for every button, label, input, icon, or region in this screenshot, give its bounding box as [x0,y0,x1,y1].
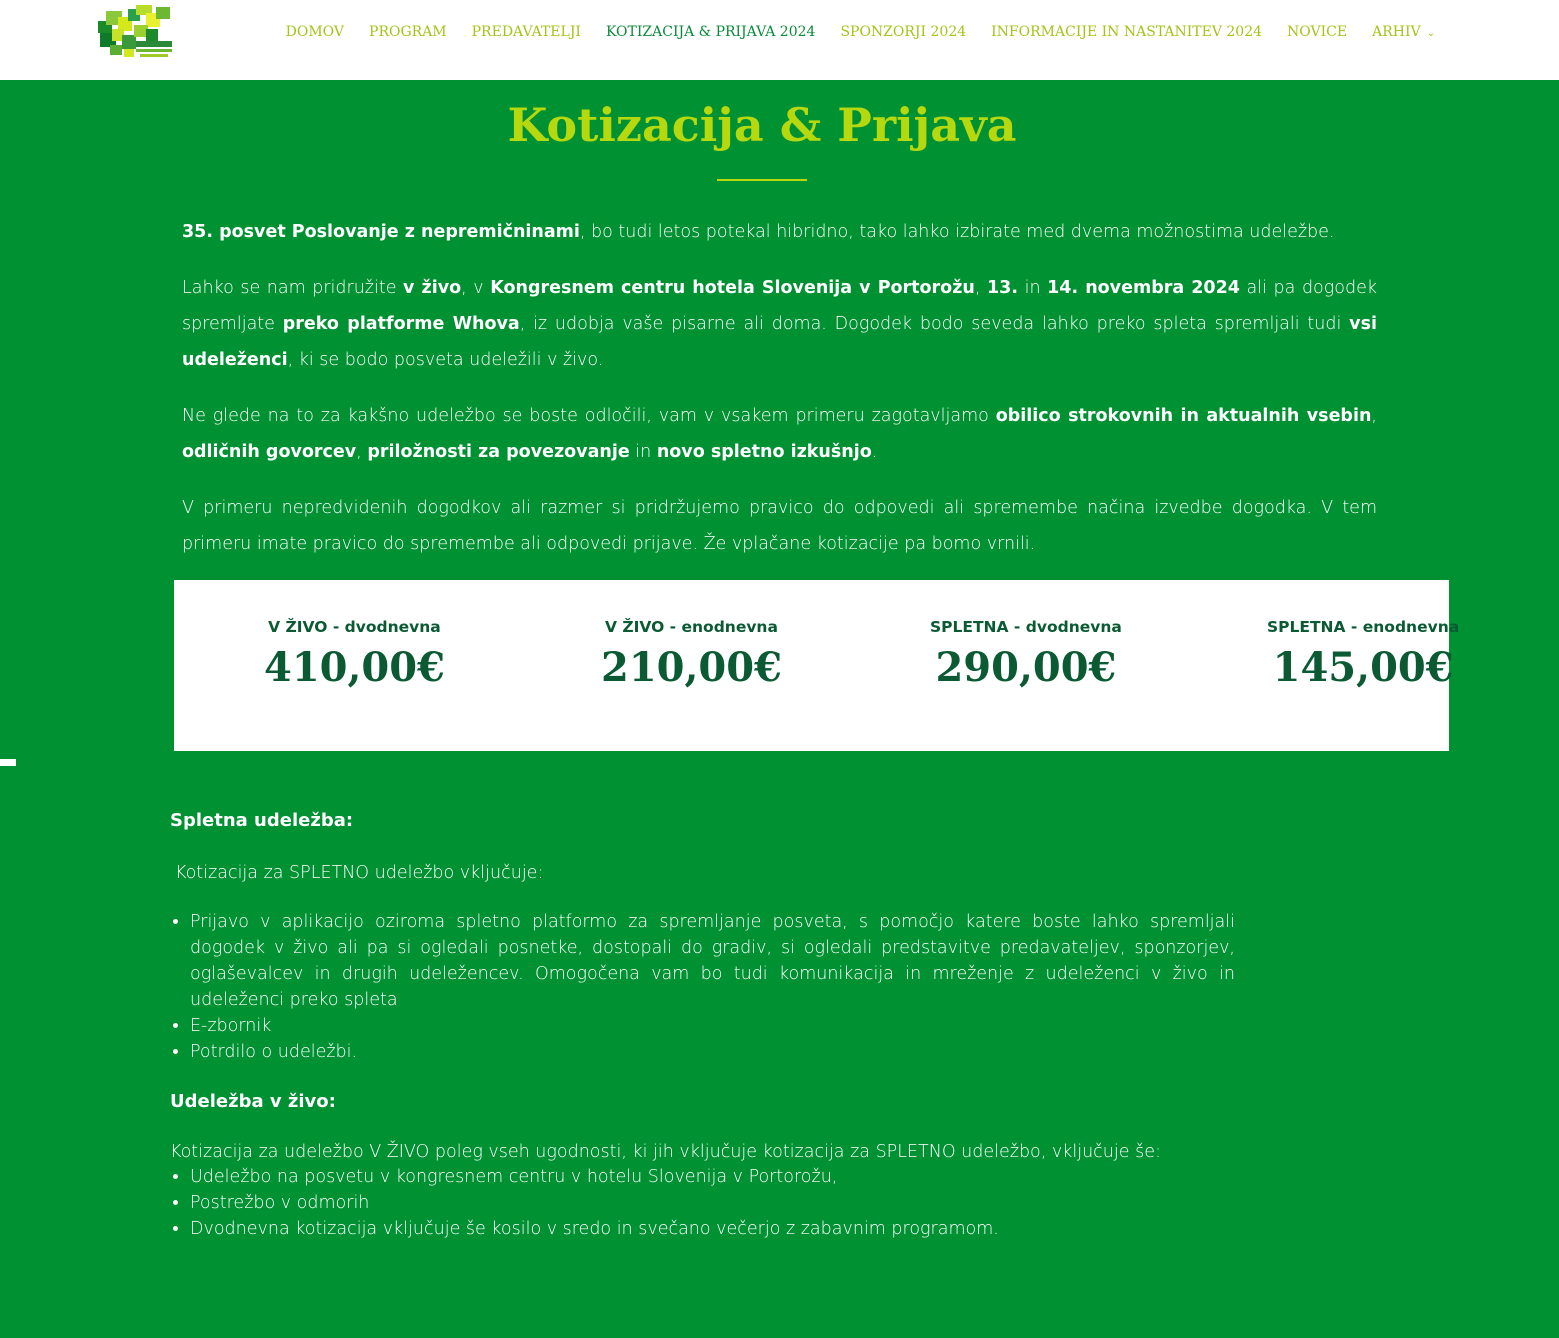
title-divider [717,179,807,181]
list-item: • Udeležbo na posvetu v kongresnem centru v hotelu Slovenija v Portorožu, [190,1164,1235,1190]
intro-paragraph-1 [182,214,1377,250]
text: , v [461,278,491,298]
text-bold: 13. [987,278,1019,298]
nav-sponzorji[interactable]: SPONZORJI 2024 [840,24,967,40]
live-list [170,1164,1235,1242]
price-card-online-two-day [930,618,1122,691]
intro-paragraph-2 [182,270,1377,378]
intro-text [182,214,1377,582]
text: , [356,442,368,462]
text: . [871,442,878,462]
nav-arhiv-label: ARHIV [1372,24,1421,40]
online-list [170,909,1235,1065]
text: , ki se bodo posveta udeležili v živo. [287,350,604,370]
text-bold: obilico strokovnih in aktualnih vsebin [995,406,1372,426]
nav-predavatelji[interactable]: PREDAVATELJI [471,24,581,40]
live-intro: Kotizacija za udeležbo V ŽIVO poleg vseh ugodnosti, ki jih vključuje kotizacija za SPLETNO udeležbo, vključuje še: [170,1142,1161,1162]
text: , [974,278,987,298]
list-item: • E-zbornik [190,1013,1235,1039]
list-item: • Potrdilo o udeležbi. [190,1039,1235,1065]
online-intro: Kotizacija za SPLETNO udeležbo vključuje: [175,863,544,883]
list-item: • Dvodnevna kotizacija vključuje še kosilo v sredo in svečano večerjo z zabavnim programom. [190,1216,1235,1242]
price-card-live-one-day [601,618,782,691]
nav-domov[interactable]: DOMOV [285,24,345,40]
price-amount: 410,00€ [264,644,445,691]
list-item: • Postrežbo v odmorih [190,1190,1235,1216]
text-bold: 35. posvet Poslovanje z nepremičninami [182,222,580,242]
attendance-details [170,810,1235,1242]
live-heading: Udeležba v živo: [170,1091,336,1112]
price-amount: 210,00€ [601,644,782,691]
price-label: V ŽIVO - dvodnevna [268,618,441,636]
text-bold: 14. novembra 2024 [1047,278,1240,298]
nav-novice[interactable]: NOVICE [1287,24,1348,40]
text: in [1018,278,1048,298]
text: in [629,442,657,462]
intro-paragraph-3 [182,398,1377,470]
price-amount: 290,00€ [935,644,1117,691]
online-heading: Spletna udeležba: [170,810,354,831]
intro-paragraph-4: V primeru nepredvidenih dogodkov ali razmer si pridržujemo pravico do odpovedi ali spremembe načina izvedbe dogodka. V tem primeru imate pravico do spremembe ali odpovedi prijave. Že vplačane kotizacije pa bomo vrnili. [182,498,1377,554]
price-label: SPLETNA - dvodnevna [930,618,1122,636]
text: , bo tudi letos potekal hibridno, tako lahko izbirate med dvema možnostima udeležbe. [579,222,1335,242]
text-bold: novo spletno izkušnjo [656,442,872,462]
price-amount: 145,00€ [1272,644,1454,691]
text: , iz udobja vaše pisarne ali doma. Dogodek bodo seveda lahko preko spleta spremljali tudi [519,314,1350,334]
text-bold: vsi udeleženci [182,314,1377,370]
main-nav [261,24,1435,40]
page-title: Kotizacija & Prijava [507,98,1017,152]
list-item: • Prijavo v aplikacijo oziroma spletno platformo za spremljanje posveta, s pomočjo katere boste lahko spremljali dogodek v živo ali pa si ogledali posnetke, dostopali do gradiv, si ogledali predstavitve predavateljev, sponzorjev, oglaševalcev in drugih udeležencev. Omogočena vam bo tudi komunikacija in mreženje z udeleženci v živo in udeleženci preko spleta [190,909,1235,1013]
nav-program[interactable]: PROGRAM [369,24,447,40]
text: Ne glede na to za kakšno udeležbo se boste odločili, vam v vsakem primeru zagotavljamo [182,406,996,426]
nav-kotizacija-prijava[interactable]: KOTIZACIJA & PRIJAVA 2024 [605,24,816,40]
text-bold: v živo [403,278,462,298]
text-bold: preko platforme Whova [282,314,520,334]
price-label: SPLETNA - enodnevna [1267,618,1460,636]
side-tab-marker[interactable] [0,759,16,766]
nav-informacije-nastanitev[interactable]: INFORMACIJE IN NASTANITEV 2024 [991,24,1263,40]
text-bold: priložnosti za povezovanje [367,442,630,462]
price-card-online-one-day [1267,618,1459,691]
text: , [1371,406,1377,426]
chevron-down-icon: ⌄ [1426,27,1435,39]
nav-arhiv[interactable] [1372,24,1435,40]
text: Lahko se nam pridružite [182,278,404,298]
text: ali pa dogodek spremljate [182,278,1377,334]
event-logo[interactable] [96,3,180,67]
pricing-panel [174,580,1460,751]
text-bold: Kongresnem centru hotela Slovenija v Portorožu [490,278,975,298]
price-card-live-two-day [264,618,445,691]
price-label: V ŽIVO - enodnevna [604,618,778,636]
text-bold: odličnih govorcev [182,442,357,462]
site-header [0,0,1559,80]
